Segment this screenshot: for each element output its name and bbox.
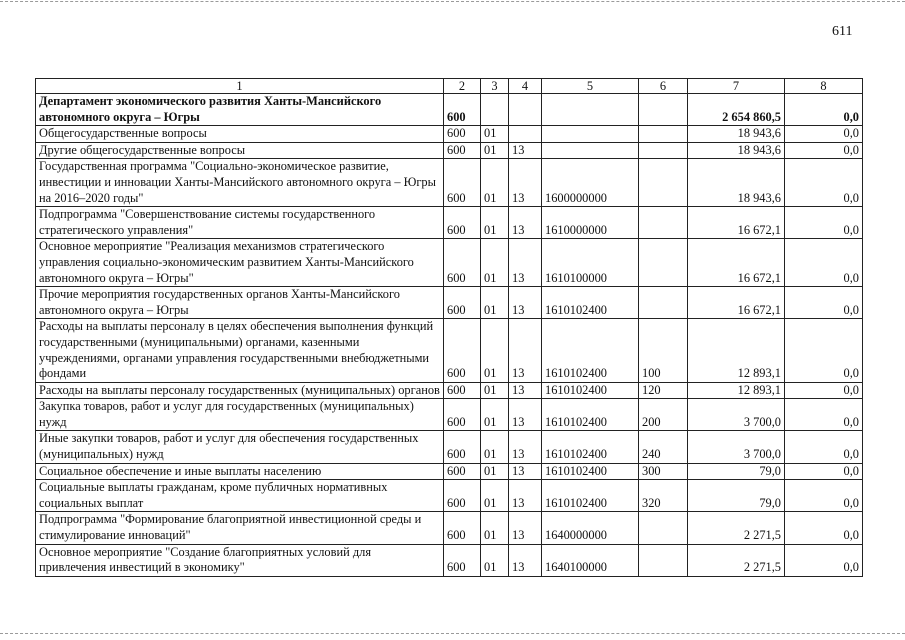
subsection-code-cell: 13 [509, 207, 542, 239]
expense-name-cell: Департамент экономического развития Ханты-Мансийского автономного округа – Югры [36, 94, 444, 126]
amount-cell: 12 893,1 [688, 319, 785, 382]
expense-type-cell [639, 512, 688, 544]
section-code-cell: 01 [481, 207, 509, 239]
table-row [36, 399, 863, 431]
column-header: 8 [785, 79, 863, 94]
column-8-cell: 0,0 [785, 463, 863, 480]
scan-bottom-edge [0, 633, 905, 634]
table-row [36, 287, 863, 319]
table-row [36, 94, 863, 126]
target-article-cell [542, 94, 639, 126]
admin-code-cell: 600 [444, 319, 481, 382]
amount-cell: 2 654 860,5 [688, 94, 785, 126]
column-8-cell: 0,0 [785, 207, 863, 239]
column-header: 6 [639, 79, 688, 94]
table-row [36, 239, 863, 287]
table-row [36, 544, 863, 576]
expense-name-cell: Социальное обеспечение и иные выплаты населению [36, 463, 444, 480]
subsection-code-cell: 13 [509, 480, 542, 512]
admin-code-cell: 600 [444, 287, 481, 319]
subsection-code-cell: 13 [509, 319, 542, 382]
table-row [36, 142, 863, 159]
subsection-code-cell [509, 94, 542, 126]
column-8-cell: 0,0 [785, 126, 863, 143]
target-article-cell [542, 142, 639, 159]
admin-code-cell: 600 [444, 431, 481, 463]
column-8-cell: 0,0 [785, 287, 863, 319]
amount-cell: 18 943,6 [688, 142, 785, 159]
expense-name-cell: Подпрограмма "Формирование благоприятной инвестиционной среды и стимулирование инноваций" [36, 512, 444, 544]
expense-name-cell: Основное мероприятие "Создание благоприятных условий для привлечения инвестиций в экономику" [36, 544, 444, 576]
section-code-cell [481, 94, 509, 126]
subsection-code-cell [509, 126, 542, 143]
expense-type-cell: 300 [639, 463, 688, 480]
target-article-cell: 1640000000 [542, 512, 639, 544]
subsection-code-cell: 13 [509, 239, 542, 287]
expense-type-cell [639, 207, 688, 239]
section-code-cell: 01 [481, 239, 509, 287]
amount-cell: 79,0 [688, 480, 785, 512]
target-article-cell: 1610102400 [542, 287, 639, 319]
amount-cell: 16 672,1 [688, 207, 785, 239]
amount-cell: 16 672,1 [688, 287, 785, 319]
expense-type-cell: 200 [639, 399, 688, 431]
admin-code-cell: 600 [444, 159, 481, 207]
column-header: 4 [509, 79, 542, 94]
column-8-cell: 0,0 [785, 382, 863, 399]
admin-code-cell: 600 [444, 382, 481, 399]
section-code-cell: 01 [481, 319, 509, 382]
subsection-code-cell: 13 [509, 382, 542, 399]
subsection-code-cell: 13 [509, 544, 542, 576]
expense-name-cell: Общегосударственные вопросы [36, 126, 444, 143]
column-8-cell: 0,0 [785, 480, 863, 512]
target-article-cell: 1610102400 [542, 319, 639, 382]
target-article-cell: 1600000000 [542, 159, 639, 207]
section-code-cell: 01 [481, 159, 509, 207]
admin-code-cell: 600 [444, 480, 481, 512]
amount-cell: 3 700,0 [688, 399, 785, 431]
column-8-cell: 0,0 [785, 399, 863, 431]
section-code-cell: 01 [481, 431, 509, 463]
admin-code-cell: 600 [444, 94, 481, 126]
expense-type-cell [639, 159, 688, 207]
budget-table [35, 78, 863, 577]
admin-code-cell: 600 [444, 399, 481, 431]
admin-code-cell: 600 [444, 463, 481, 480]
expense-name-cell: Закупка товаров, работ и услуг для государственных (муниципальных) нужд [36, 399, 444, 431]
subsection-code-cell: 13 [509, 142, 542, 159]
amount-cell: 12 893,1 [688, 382, 785, 399]
column-header: 3 [481, 79, 509, 94]
table-row [36, 159, 863, 207]
expense-type-cell: 100 [639, 319, 688, 382]
expense-type-cell: 240 [639, 431, 688, 463]
target-article-cell: 1610102400 [542, 463, 639, 480]
target-article-cell: 1610102400 [542, 399, 639, 431]
admin-code-cell: 600 [444, 239, 481, 287]
expense-type-cell [639, 94, 688, 126]
column-8-cell: 0,0 [785, 94, 863, 126]
target-article-cell: 1610100000 [542, 239, 639, 287]
column-8-cell: 0,0 [785, 142, 863, 159]
column-8-cell: 0,0 [785, 239, 863, 287]
amount-cell: 79,0 [688, 463, 785, 480]
expense-type-cell: 120 [639, 382, 688, 399]
section-code-cell: 01 [481, 399, 509, 431]
table-row [36, 512, 863, 544]
expense-type-cell [639, 544, 688, 576]
admin-code-cell: 600 [444, 126, 481, 143]
expense-name-cell: Расходы на выплаты персоналу в целях обеспечения выполнения функций государственными (муниципальными) органами, казенными учреждениями, органами управления государственными внебюджетными фондами [36, 319, 444, 382]
expense-type-cell [639, 287, 688, 319]
target-article-cell: 1610102400 [542, 382, 639, 399]
column-8-cell: 0,0 [785, 431, 863, 463]
section-code-cell: 01 [481, 544, 509, 576]
expense-name-cell: Прочие мероприятия государственных органов Ханты-Мансийского автономного округа – Югры [36, 287, 444, 319]
header-row [36, 79, 863, 94]
column-8-cell: 0,0 [785, 159, 863, 207]
target-article-cell [542, 126, 639, 143]
subsection-code-cell: 13 [509, 431, 542, 463]
amount-cell: 2 271,5 [688, 544, 785, 576]
column-8-cell: 0,0 [785, 512, 863, 544]
table-row [36, 319, 863, 382]
section-code-cell: 01 [481, 142, 509, 159]
column-header: 2 [444, 79, 481, 94]
table-row [36, 431, 863, 463]
table-row [36, 126, 863, 143]
column-8-cell: 0,0 [785, 544, 863, 576]
section-code-cell: 01 [481, 512, 509, 544]
table-row [36, 463, 863, 480]
expense-name-cell: Основное мероприятие "Реализация механизмов стратегического управления социально-экономическим развитием Ханты-Мансийского автономного округа – Югры" [36, 239, 444, 287]
subsection-code-cell: 13 [509, 159, 542, 207]
page-number: 611 [832, 24, 853, 39]
section-code-cell: 01 [481, 463, 509, 480]
amount-cell: 3 700,0 [688, 431, 785, 463]
column-header: 1 [36, 79, 444, 94]
scan-top-edge [0, 1, 905, 2]
subsection-code-cell: 13 [509, 463, 542, 480]
admin-code-cell: 600 [444, 207, 481, 239]
section-code-cell: 01 [481, 480, 509, 512]
expense-type-cell [639, 142, 688, 159]
subsection-code-cell: 13 [509, 399, 542, 431]
subsection-code-cell: 13 [509, 287, 542, 319]
expense-name-cell: Расходы на выплаты персоналу государственных (муниципальных) органов [36, 382, 444, 399]
subsection-code-cell: 13 [509, 512, 542, 544]
target-article-cell: 1610102400 [542, 431, 639, 463]
amount-cell: 18 943,6 [688, 126, 785, 143]
column-header: 5 [542, 79, 639, 94]
amount-cell: 16 672,1 [688, 239, 785, 287]
section-code-cell: 01 [481, 287, 509, 319]
target-article-cell: 1610102400 [542, 480, 639, 512]
table-row [36, 480, 863, 512]
expense-type-cell [639, 126, 688, 143]
column-header: 7 [688, 79, 785, 94]
expense-name-cell: Иные закупки товаров, работ и услуг для обеспечения государственных (муниципальных) нужд [36, 431, 444, 463]
expense-type-cell [639, 239, 688, 287]
target-article-cell: 1640100000 [542, 544, 639, 576]
amount-cell: 18 943,6 [688, 159, 785, 207]
expense-type-cell: 320 [639, 480, 688, 512]
table-row [36, 207, 863, 239]
expense-name-cell: Социальные выплаты гражданам, кроме публичных нормативных социальных выплат [36, 480, 444, 512]
expense-name-cell: Подпрограмма "Совершенствование системы государственного стратегического управления" [36, 207, 444, 239]
section-code-cell: 01 [481, 126, 509, 143]
amount-cell: 2 271,5 [688, 512, 785, 544]
table-row [36, 382, 863, 399]
admin-code-cell: 600 [444, 512, 481, 544]
expense-name-cell: Государственная программа "Социально-экономическое развитие, инвестиции и инновации Ханты-Мансийского автономного округа – Югры на 2016–2020 годы" [36, 159, 444, 207]
expense-name-cell: Другие общегосударственные вопросы [36, 142, 444, 159]
section-code-cell: 01 [481, 382, 509, 399]
table-body [36, 94, 863, 577]
target-article-cell: 1610000000 [542, 207, 639, 239]
column-8-cell: 0,0 [785, 319, 863, 382]
admin-code-cell: 600 [444, 544, 481, 576]
admin-code-cell: 600 [444, 142, 481, 159]
